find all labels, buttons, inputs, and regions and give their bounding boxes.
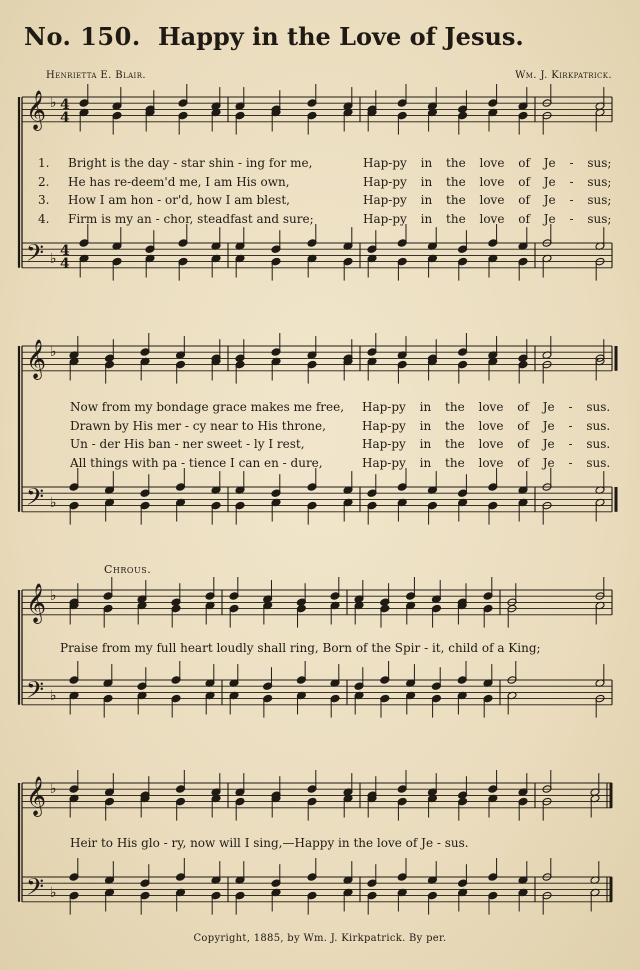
verse-line: [38, 212, 612, 230]
chorus-line-2: Heir to His glo - ry, now will I sing,—Happy in the love of Je - sus.: [70, 836, 469, 850]
copyright-notice: Copyright, 1885, by Wm. J. Kirkpatrick. By per.: [193, 933, 447, 944]
lyricist-credit: Henrietta E. Blair.: [46, 70, 146, 81]
svg-text:4: 4: [60, 256, 70, 272]
svg-text:𝄢: 𝄢: [26, 676, 45, 709]
verse-text: Now from my bondage grace makes me free,: [70, 400, 345, 414]
verse-text: Un - der His ban - ner sweet - ly I rest,: [70, 437, 305, 451]
verse-line: [70, 456, 640, 474]
svg-text:4: 4: [60, 243, 70, 259]
svg-text:𝄢: 𝄢: [26, 483, 45, 516]
verse-number: 3.: [38, 193, 50, 207]
svg-text:𝄞: 𝄞: [26, 90, 47, 130]
composer-credit: Wm. J. Kirkpatrick.: [515, 70, 612, 81]
svg-text:4: 4: [60, 110, 70, 126]
verse-refrain: Hap-py in the love of Je - sus;: [363, 211, 612, 226]
verse-line: [38, 193, 612, 211]
svg-text:♭: ♭: [50, 588, 57, 604]
verse-line: [70, 419, 640, 437]
svg-text:♭: ♭: [50, 781, 57, 797]
svg-text:♭: ♭: [50, 885, 57, 901]
verse-refrain: Hap-py in the love of Je - sus.: [362, 455, 611, 470]
svg-text:4: 4: [60, 97, 70, 113]
hymn-title: Happy in the Love of Jesus.: [158, 22, 524, 51]
verse-text: He has re-deem'd me, I am His own,: [68, 174, 290, 189]
verse-refrain: Hap-py in the love of Je - sus.: [362, 418, 611, 433]
verse-refrain: Hap-py in the love of Je - sus;: [363, 174, 612, 189]
chorus-label: Chrous.: [104, 563, 152, 576]
verse-text: Drawn by His mer - cy near to His throne,: [70, 418, 326, 433]
svg-text:♭: ♭: [50, 495, 57, 511]
verse-text: How I am hon - or'd, how I am blest,: [68, 193, 290, 207]
svg-text:♭: ♭: [50, 251, 57, 267]
verse-text: All things with pa - tience I can en - dure,: [70, 455, 323, 470]
svg-text:𝄞: 𝄞: [26, 583, 47, 623]
verse-number: 2.: [38, 174, 50, 189]
verse-line: [70, 437, 640, 455]
verse-text: Firm is my an - chor, steadfast and sure;: [68, 211, 314, 226]
svg-text:♭: ♭: [50, 95, 57, 111]
verse-line: [70, 400, 640, 418]
verse-line: [38, 156, 612, 174]
verse-number: 1.: [38, 156, 50, 170]
verse-text: Bright is the day - star shin - ing for me,: [68, 156, 313, 170]
svg-text:𝄢: 𝄢: [26, 239, 45, 272]
svg-text:𝄢: 𝄢: [26, 873, 45, 906]
chorus-line-1: Praise from my full heart loudly shall ring, Born of the Spir - it, child of a King;: [60, 641, 541, 655]
svg-text:𝄞: 𝄞: [26, 776, 47, 816]
svg-text:♭: ♭: [50, 344, 57, 360]
verse-refrain: Hap-py in the love of Je - sus.: [362, 400, 611, 414]
verse-refrain: Hap-py in the love of Je - sus;: [363, 156, 612, 170]
verse-number: 4.: [38, 211, 50, 226]
svg-text:𝄞: 𝄞: [26, 339, 47, 379]
verse-refrain: Hap-py in the love of Je - sus;: [363, 193, 612, 207]
verse-line: [38, 175, 612, 193]
svg-text:♭: ♭: [50, 688, 57, 704]
hymn-number: No. 150.: [24, 22, 141, 51]
verse-refrain: Hap-py in the love of Je - sus.: [362, 437, 611, 451]
